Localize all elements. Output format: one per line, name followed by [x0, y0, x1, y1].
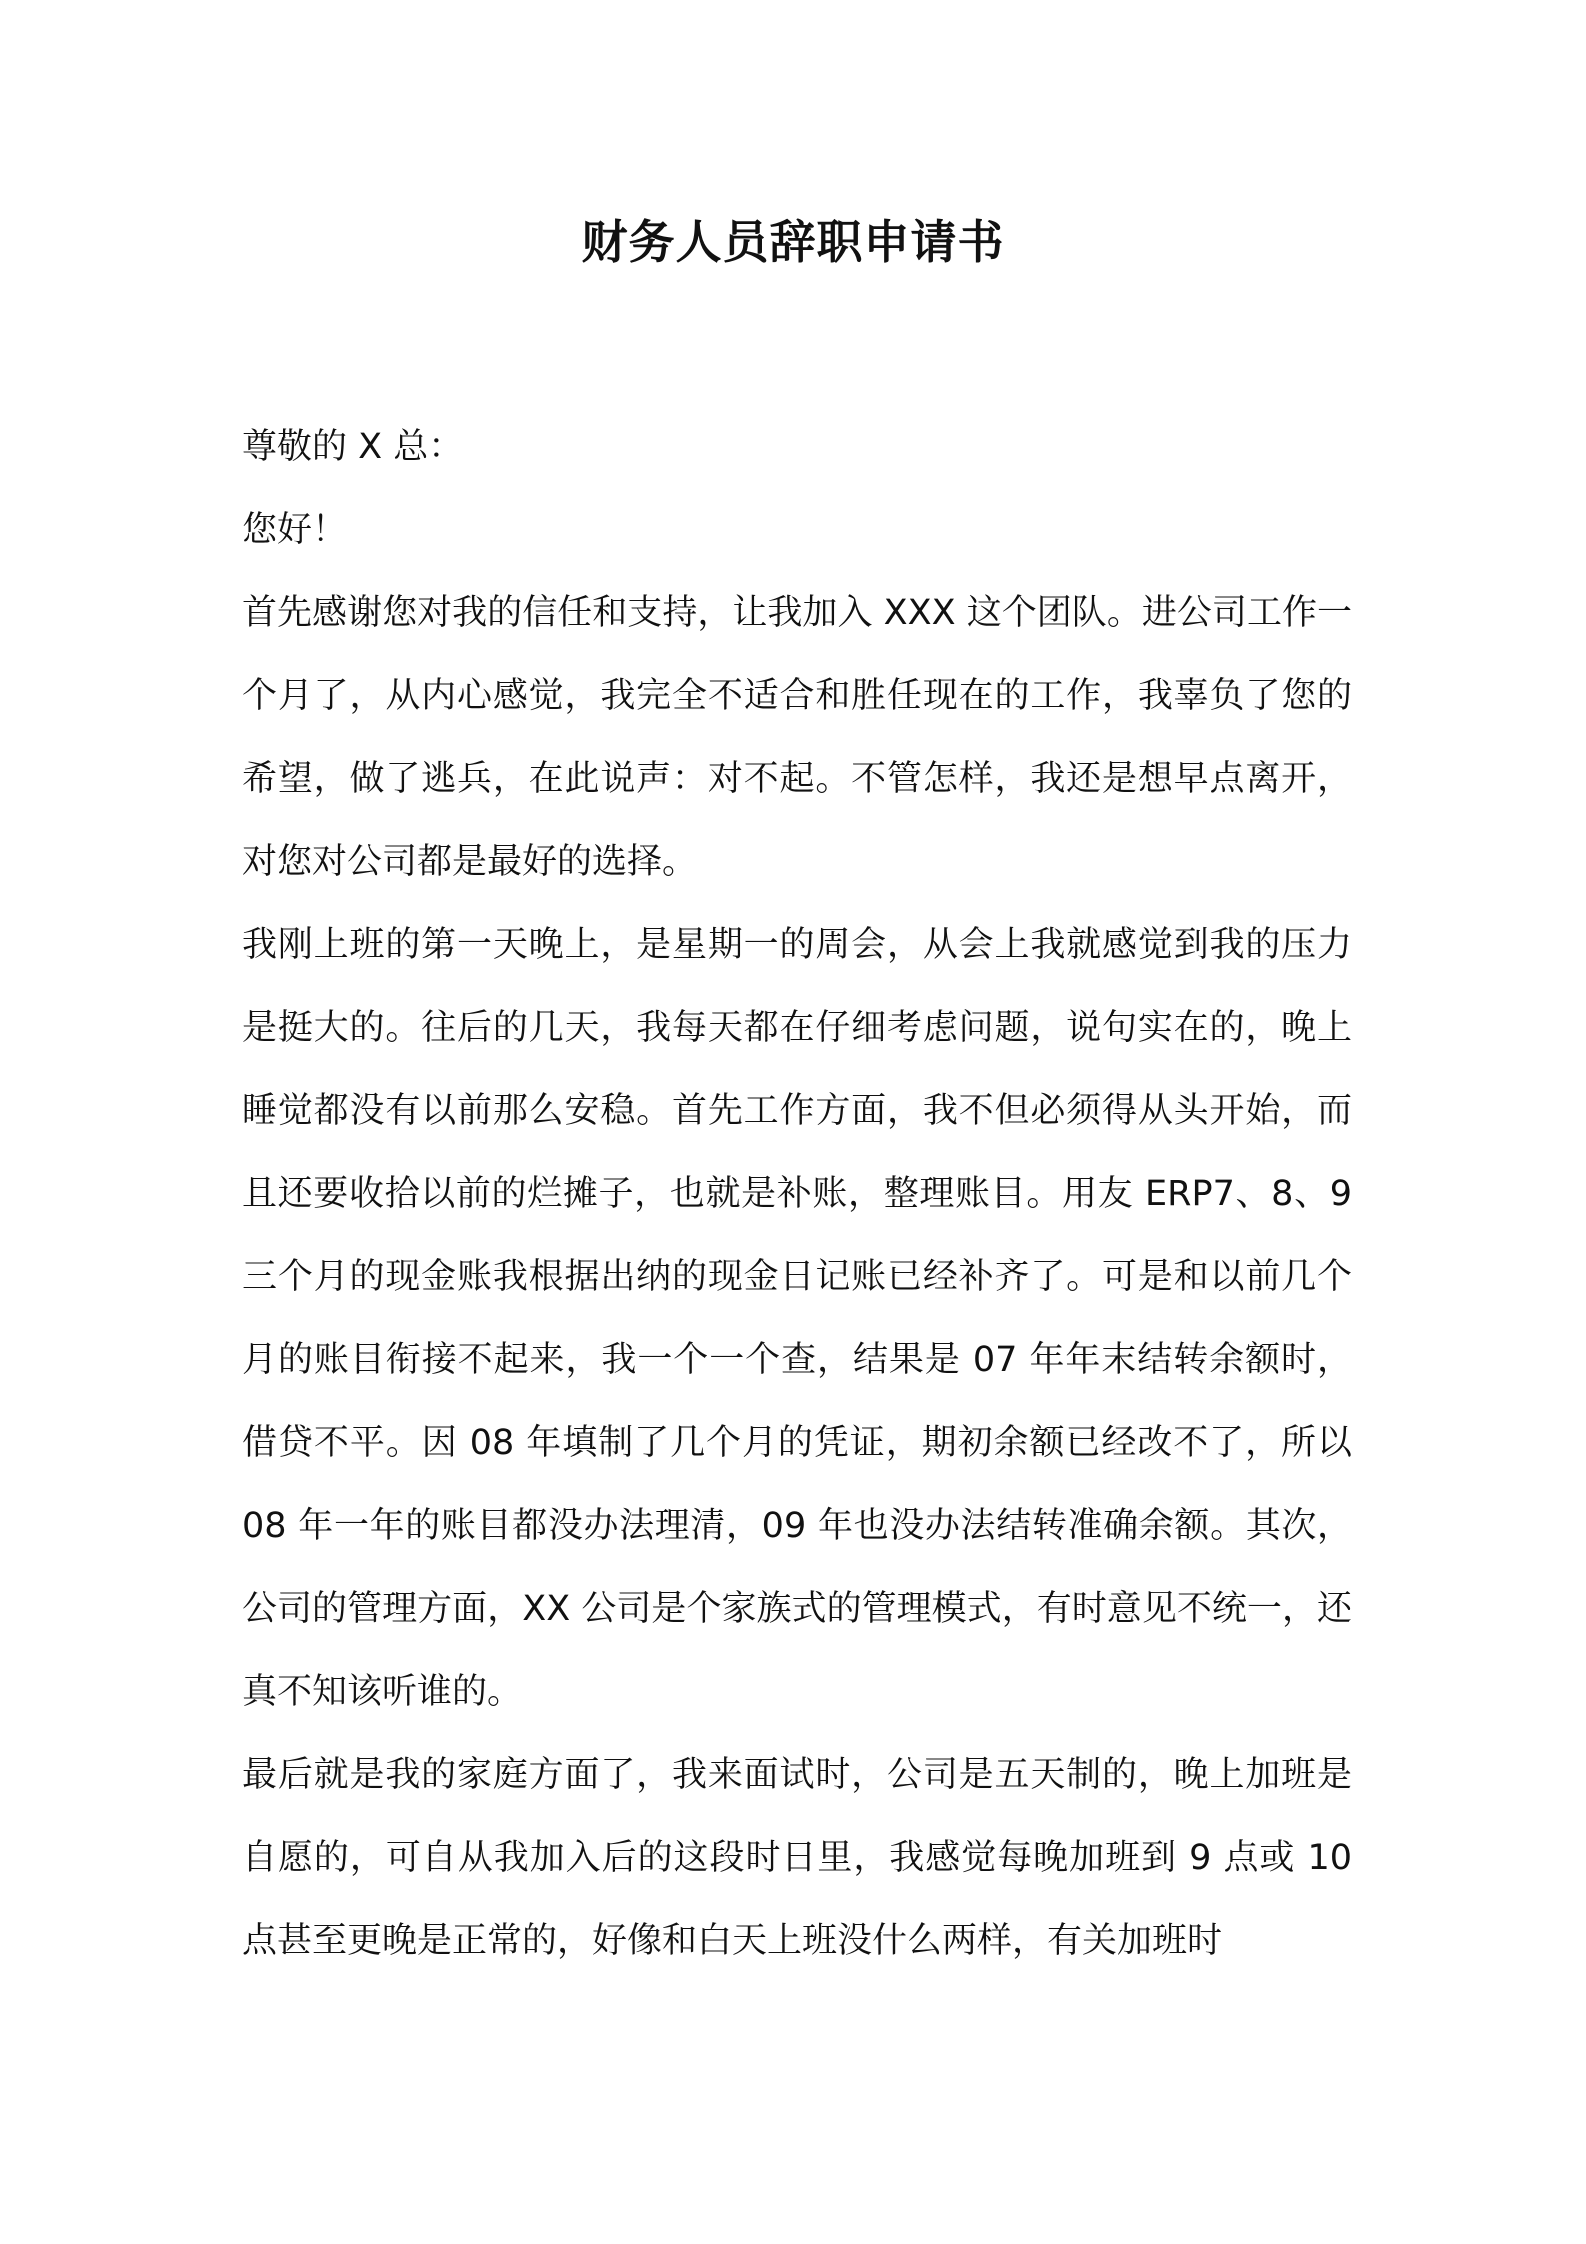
paragraph-work-pressure: 我刚上班的第一天晚上，是星期一的周会，从会上我就感觉到我的压力是挺大的。往后的几天，我每天都在仔细考虑问题，说句实在的，晚上睡觉都没有以前那么安稳。首先工作方面，我不但必须得从头开始，而且还要收拾以前的烂摊子，也就是补账，整理账目。用友 ERP7、8、9 三个月的现金账我根据出纳的现金日记账已经补齐了。可是和以前几个月的账目衔接不起来，我一个一个查，结果是 07 年年末结转余额时，借贷不平。因 08 年填制了几个月的凭证，期初余额已经改不了，所以 08 年一年的账目都没办法理清，09 年也没办法结转准确余额。其次，公司的管理方面，XX 公司是个家族式的管理模式，有时意见不统一，还真不知该听谁的。 [242, 925, 1352, 1712]
paragraph-thanks: 首先感谢您对我的信任和支持，让我加入 XXX 这个团队。进公司工作一个月了，从内心感觉，我完全不适合和胜任现在的工作，我辜负了您的希望，做了逃兵，在此说声：对不起。不管怎样，我还是想早点离开，对您对公司都是最好的选择。 [242, 593, 1352, 882]
paragraph-family: 最后就是我的家庭方面了，我来面试时，公司是五天制的，晚上加班是自愿的，可自从我加入后的这段时日里，我感觉每晚加班到 9 点或 10 点甚至更晚是正常的，好像和白天上班没什么两样，有关加班时 [242, 1755, 1352, 1961]
salutation: 尊敬的 X 总： [242, 427, 464, 467]
greeting: 您好！ [242, 510, 348, 550]
letter-body [242, 406, 1352, 1983]
document-title: 财务人员辞职申请书 [581, 215, 1005, 269]
